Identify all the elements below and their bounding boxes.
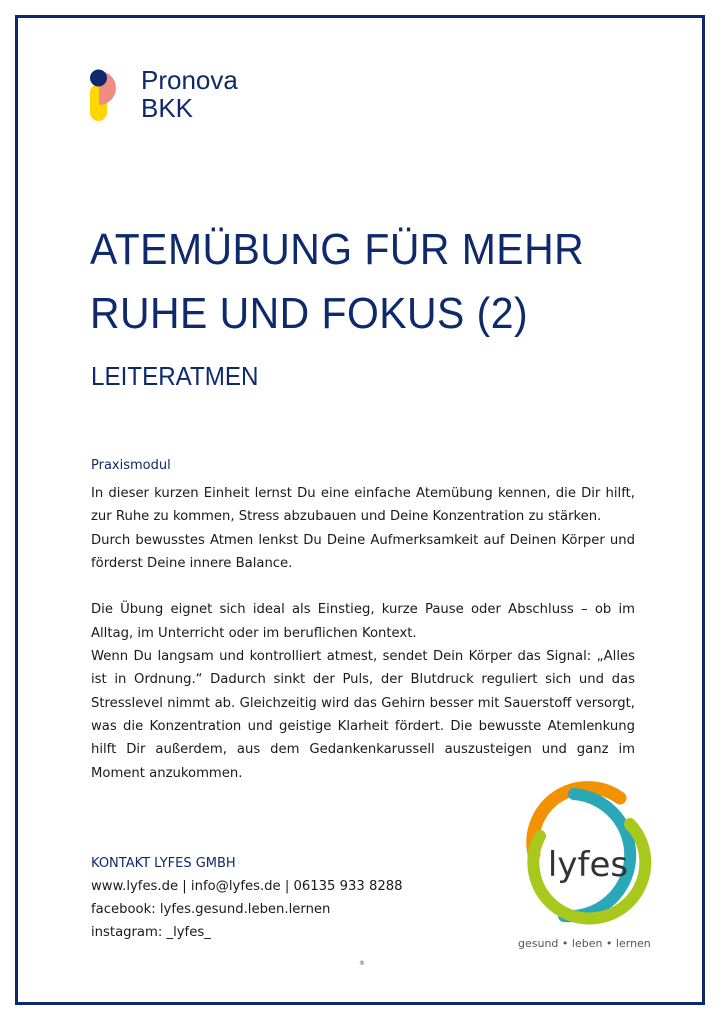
contact-instagram: instagram: _lyfes_ bbox=[91, 925, 211, 940]
section-label: Praxismodul bbox=[91, 458, 171, 473]
body-text bbox=[91, 482, 635, 785]
paragraph-2: Durch bewusstes Atmen lenkst Du Deine Aufmerksamkeit auf Deinen Körper und förderst Deine innere Balance. bbox=[91, 532, 635, 571]
contact-facebook: facebook: lyfes.gesund.leben.lernen bbox=[91, 902, 331, 917]
lyfes-tagline: gesund • leben • lernen bbox=[518, 937, 651, 950]
contact-web-mail-phone: www.lyfes.de | info@lyfes.de | 06135 933 8288 bbox=[91, 879, 403, 894]
contact-block bbox=[91, 852, 403, 944]
lyfes-logo-icon bbox=[512, 776, 662, 930]
brand-name bbox=[141, 66, 238, 122]
lyfes-logo-name: lyfes bbox=[547, 845, 629, 885]
brand-line-2: BKK bbox=[141, 93, 194, 123]
registered-mark: ® bbox=[359, 960, 365, 967]
page-title bbox=[90, 218, 648, 346]
title-line-1: ATEMÜBUNG FÜR MEHR bbox=[90, 225, 585, 274]
paragraph-4: Wenn Du langsam und kontrolliert atmest, sendet Dein Körper das Signal: „Alles ist in Ordnung.“ Dadurch sinkt der Puls, der Blutdruck reguliert sich und das Stresslevel nimmt ab. Gleichzeitig wird das Gehirn besser mit Sauerstoff versorgt, was die Konzentration und geistige Klarheit fördert. Die bewusste Atemlenkung hilft Dir außerdem, aus dem Gedankenkarussell auszusteigen und ganz im Moment anzukommen. bbox=[91, 649, 635, 781]
contact-heading: KONTAKT LYFES GMBH bbox=[91, 856, 236, 871]
page-subtitle: LEITERATMEN bbox=[91, 361, 259, 391]
paragraph-1: In dieser kurzen Einheit lernst Du eine einfache Atemübung kennen, die Dir hilft, zur Ruhe zu kommen, Stress abzubauen und Deine Konzentration zu stärken. bbox=[91, 486, 635, 525]
paragraph-3: Die Übung eignet sich ideal als Einstieg, kurze Pause oder Abschluss – ob im Alltag, im Unterricht oder im beruflichen Kontext. bbox=[91, 602, 635, 641]
title-line-2: RUHE UND FOKUS (2) bbox=[90, 289, 529, 338]
brand-line-1: Pronova bbox=[141, 65, 238, 95]
pronova-logo-icon bbox=[88, 68, 128, 128]
